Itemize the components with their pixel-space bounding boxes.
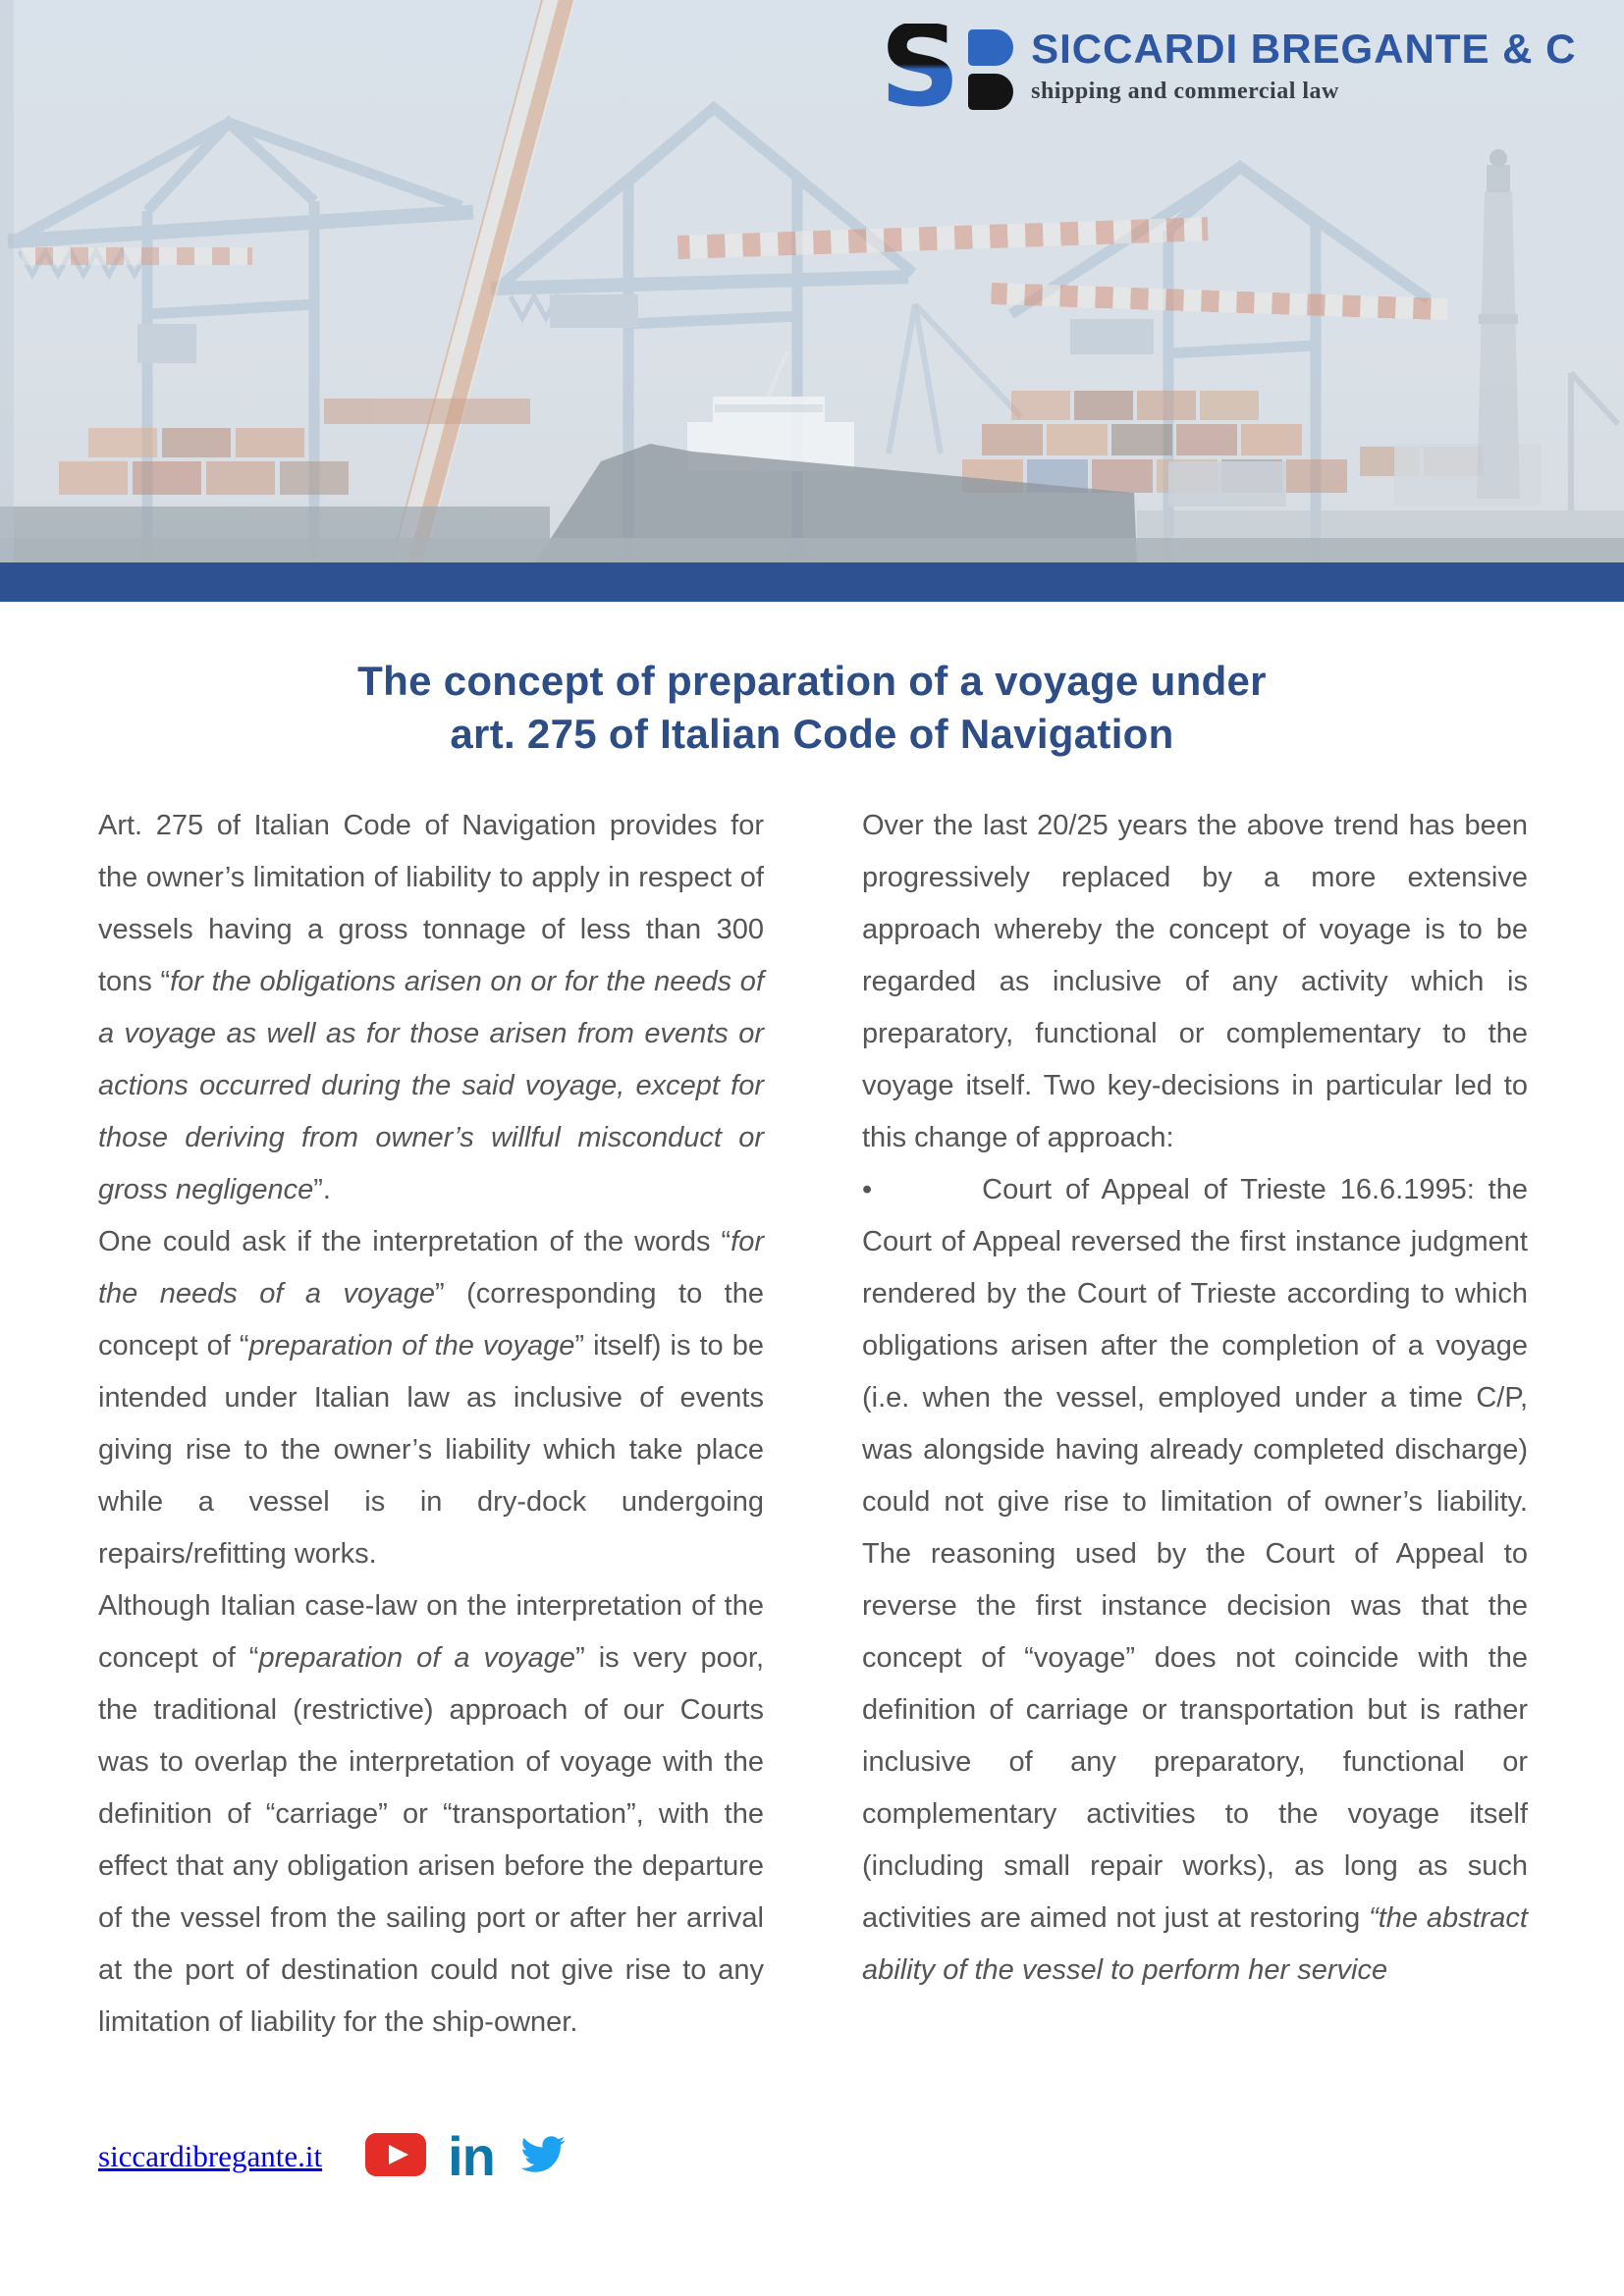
twitter-icon[interactable]: [516, 2132, 569, 2181]
divider-bar: [0, 562, 1624, 602]
youtube-icon[interactable]: [365, 2133, 426, 2181]
page-title: [0, 655, 1624, 761]
page-title-line2: art. 275 of Italian Code of Navigation: [450, 711, 1174, 757]
company-tagline: shipping and commercial law: [1031, 79, 1339, 104]
header-photo: [0, 0, 1624, 562]
monogram-s: S: [880, 1, 961, 132]
company-name: SICCARDI BREGANTE & C: [1031, 26, 1577, 72]
linkedin-icon[interactable]: in: [448, 2125, 495, 2187]
sb-monogram: [880, 1, 1013, 132]
company-logo: [880, 1, 1577, 132]
social-icons: [365, 2125, 569, 2187]
paragraph: Over the last 20/25 years the above trend has been progressively replaced by a more extensive approach whereby the concept of voyage is to be regarded as inclusive of any activity which is preparatory, functional or complementary to the voyage itself. Two key-decisions in particular led to this change of approach:: [862, 810, 1528, 1153]
monogram-b-bottom-block: [968, 74, 1013, 110]
paragraph: Although Italian case-law on the interpretation of the concept of “preparation of a voyage” is very poor, the traditional (restrictive) approach of our Courts was to overlap the interpretation of voyage with the definition of “carriage” or “transportation”, with the effect that any obligation arisen before the departure of the vessel from the sailing port or after her arrival at the port of destination could not give rise to any limitation of liability for the ship-owner.: [98, 1590, 765, 2038]
page-title-line1: The concept of preparation of a voyage under: [357, 658, 1267, 704]
monogram-b: [968, 29, 1013, 110]
article-body: [98, 800, 1528, 2049]
left-column: [98, 800, 764, 2049]
website-link[interactable]: siccardibregante.it: [98, 2139, 323, 2173]
paragraph: Art. 275 of Italian Code of Navigation provides for the owner’s limitation of liability to apply in respect of vessels having a gross tonnage of less than 300 tons “for the obligations arisen on or for the needs of a voyage as well as for those arisen from events or actions occurred during the said voyage, except for those deriving from owner’s willful misconduct or gross negligence”.: [98, 810, 764, 1205]
paragraph: One could ask if the interpretation of the words “for the needs of a voyage” (corresponding to the concept of “preparation of the voyage” itself) is to be intended under Italian law as inclusive of events giving rise to the owner’s liability which take place while a vessel is in dry-dock undergoing repairs/refitting works.: [98, 1226, 764, 1570]
paragraph: • Court of Appeal of Trieste 16.6.1995: the Court of Appeal reversed the first instance judgment rendered by the Court of Trieste according to which obligations arisen after the completion of a voyage (i.e. when the vessel, employed under a time C/P, was alongside having already completed discharge) could not give rise to limitation of owner’s liability. The reasoning used by the Court of Appeal to reverse the first instance decision was that the concept of “voyage” does not coincide with the definition of carriage or transportation but is rather inclusive of any preparatory, functional or complementary activities to the voyage itself (including small repair works), as long as such activities are aimed not just at restoring “the abstract ability of the vessel to perform her service: [862, 1174, 1528, 1986]
monogram-b-top-block: [968, 29, 1013, 66]
right-column: [862, 800, 1528, 2049]
footer: [98, 2125, 569, 2187]
